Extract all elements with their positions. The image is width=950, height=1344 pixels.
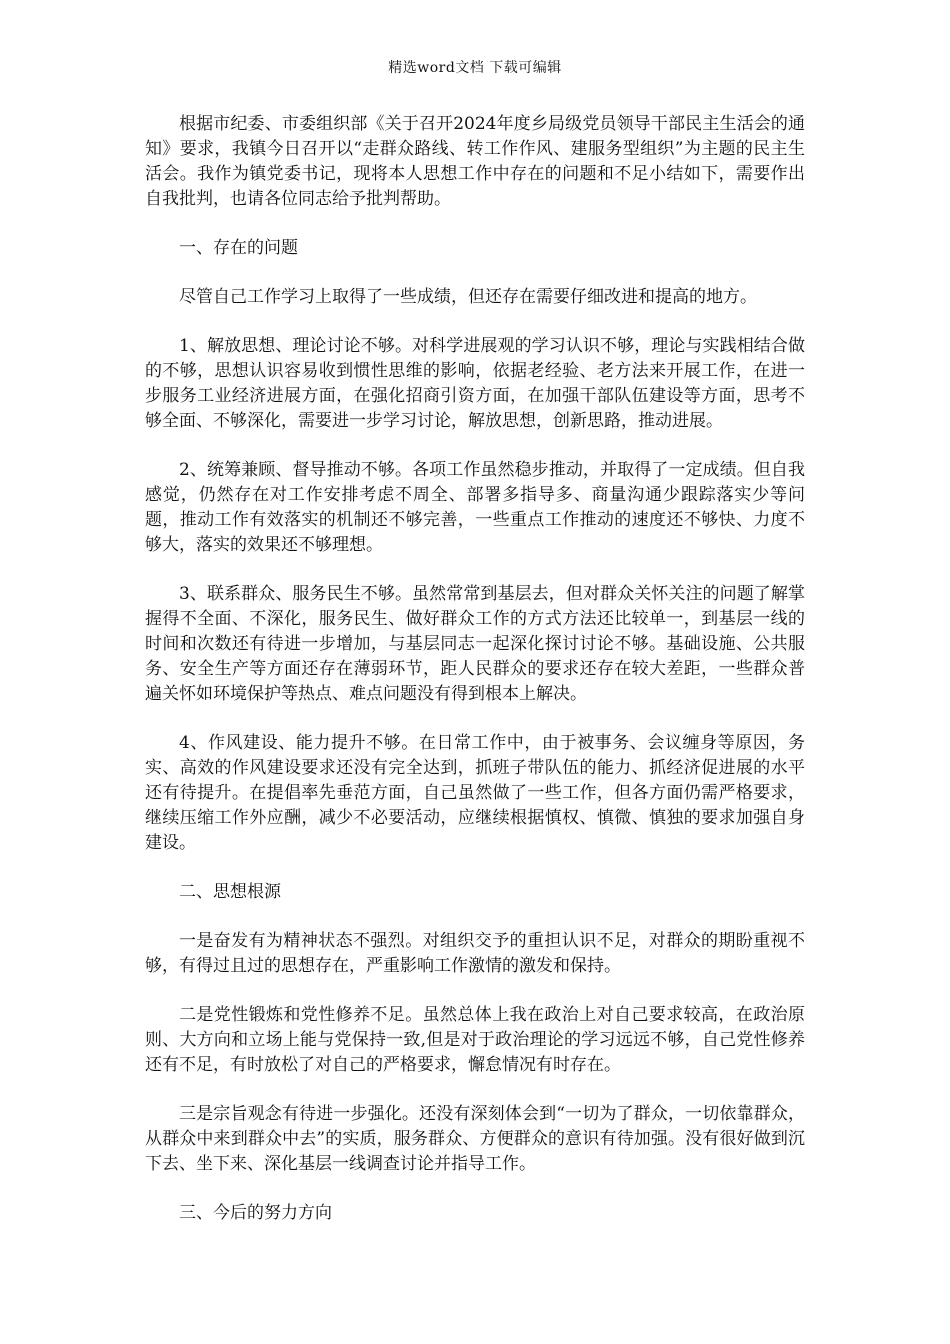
root-item-1: 一是奋发有为精神状态不强烈。对组织交予的重担认识不足，对群众的期盼重视不够，有得过且过的思想存在，严重影响工作激情的激发和保持。: [145, 931, 805, 976]
problem-item-4: 4、作风建设、能力提升不够。在日常工作中，由于被事务、会议缠身等原因，务实、高效的作风建设要求还没有完全达到，抓班子带队伍的能力、抓经济促进展的水平还有待提升。在提倡率先垂范方面，自己虽然做了一些工作，但各方面仍需严格要求，继续压缩工作外应酬，减少不必要活动，应继续根据慎权、慎微、慎独的要求加强自身建设。: [145, 733, 805, 853]
section-heading-direction: 三、今后的努力方向: [179, 1203, 332, 1223]
intro-paragraph: 根据市纪委、市委组织部《关于召开2024年度乡局级党员领导干部民主生活会的通知》要求，我镇今日召开以“走群众路线、转工作作风、建服务型组织”为主题的民主生活会。我作为镇党委书记，现将本人思想工作中存在的问题和不足小结如下，需要作出自我批判，也请各位同志给予批判帮助。: [145, 114, 805, 209]
root-item-2: 二是党性锻炼和党性修养不足。虽然总体上我在政治上对自己要求较高，在政治原则、大方向和立场上能与党保持一致,但是对于政治理论的学习远远不够，自己党性修养还有不足，有时放松了对自己的严格要求，懈怠情况有时存在。: [145, 1005, 805, 1075]
problem-item-2: 2、统筹兼顾、督导推动不够。各项工作虽然稳步推动，并取得了一定成绩。但自我感觉，仍然存在对工作安排考虑不周全、部署多指导多、商量沟通少跟踪落实少等问题，推动工作有效落实的机制还不够完善，一些重点工作推动的速度还不够快、力度不够大，落实的效果还不够理想。: [145, 460, 805, 555]
problem-item-1: 1、解放思想、理论讨论不够。对科学进展观的学习认识不够，理论与实践相结合做的不够，思想认识容易收到惯性思维的影响，依据老经验、老方法来开展工作，在进一步服务工业经济进展方面，在强化招商引资方面，在加强干部队伍建设等方面，思考不够全面、不够深化，需要进一步学习讨论，解放思想，创新思路，推动进展。: [145, 336, 805, 431]
document-body: [145, 112, 805, 1250]
root-item-3: 三是宗旨观念有待进一步强化。还没有深刻体会到“一切为了群众，一切依靠群众，从群众中来到群众中去”的实质，服务群众、方便群众的意识有待加强。没有很好做到沉下去、坐下来、深化基层一线调查讨论并指导工作。: [145, 1104, 805, 1174]
section-lead-paragraph: 尽管自己工作学习上取得了一些成绩，但还存在需要仔细改进和提高的地方。: [179, 287, 757, 307]
page-header: 精选word文档 下载可编辑: [388, 60, 562, 76]
section-heading-problems: 一、存在的问题: [179, 238, 298, 258]
problem-item-3: 3、联系群众、服务民生不够。虽然常常到基层去，但对群众关怀关注的问题了解掌握得不全面、不深化，服务民生、做好群众工作的方式方法还比较单一，到基层一线的时间和次数还有待进一步增加，与基层同志一起深化探讨讨论不够。基础设施、公共服务、安全生产等方面还存在薄弱环节，距人民群众的要求还存在较大差距，一些群众普遍关怀如环境保护等热点、难点问题没有得到根本上解决。: [145, 584, 805, 704]
section-heading-roots: 二、思想根源: [179, 882, 281, 902]
